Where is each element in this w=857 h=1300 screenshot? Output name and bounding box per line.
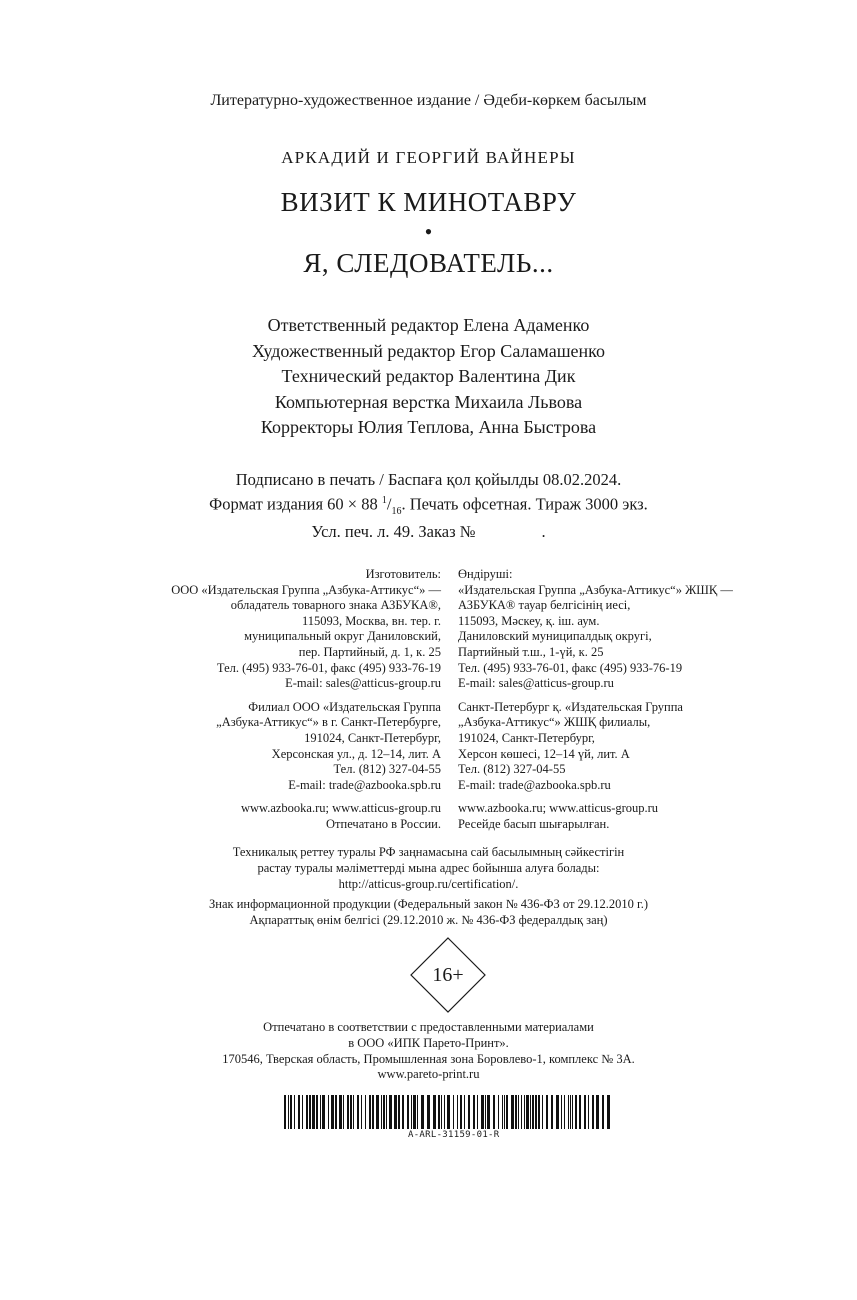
text-line: www.azbooka.ru; www.atticus-group.ru xyxy=(458,801,659,816)
text-line: www.azbooka.ru; www.atticus-group.ru xyxy=(240,801,441,816)
text-line: „Азбука-Аттикус“» ЖШҚ филиалы, xyxy=(458,715,651,730)
certification-note xyxy=(0,845,857,892)
text-line: Ақпараттық өнім белгісі (29.12.2010 ж. № 436-ФЗ федералдық заң) xyxy=(249,912,608,927)
book-title-1: ВИЗИТ К МИНОТАВРУ xyxy=(280,187,577,217)
format-sub: 16 xyxy=(391,505,402,517)
text-line: Херсон көшесі, 12–14 үй, лит. А xyxy=(458,746,630,761)
printer-info xyxy=(0,1020,857,1083)
credit-line: Компьютерная верстка Михаила Львова xyxy=(274,391,583,412)
certification-link: http://atticus-group.ru/certification/. xyxy=(338,876,519,891)
manufacturer-kz-web xyxy=(458,801,733,832)
text-line: Тел. (812) 327-04-55 xyxy=(458,762,566,777)
age-rating-label: 16+ xyxy=(432,964,464,986)
print-info-format xyxy=(0,491,857,522)
text-line: АЗБУКА® тауар белгісінің иесі, xyxy=(458,598,631,613)
text-line: Отпечатано в соответствии с предоставленными материалами xyxy=(263,1020,594,1034)
format-text-tail: . Печать офсетная. Тираж 3000 экз. xyxy=(401,494,648,513)
format-slash: / xyxy=(386,494,392,513)
manufacturer-ru-web xyxy=(171,801,441,832)
text-line: Изготовитель: xyxy=(365,567,441,581)
text-line: 191024, Санкт-Петербург, xyxy=(304,730,441,745)
credits-list xyxy=(0,313,857,441)
credit-line: Ответственный редактор Елена Адаменко xyxy=(267,315,590,335)
text-line: Партийный т.ш., 1-үй, к. 25 xyxy=(458,644,604,659)
text-line: E-mail: trade@azbooka.spb.ru xyxy=(288,777,441,792)
manufacturer-kz-main xyxy=(458,567,733,692)
manufacturer-kz xyxy=(458,567,733,841)
text-line: «Издательская Группа „Азбука-Аттикус“» ЖШҚ — xyxy=(458,582,733,597)
printer-website: www.pareto-print.ru xyxy=(377,1067,480,1082)
credit-line: Художественный редактор Егор Саламашенко xyxy=(251,340,606,361)
text-line: E-mail: sales@atticus-group.ru xyxy=(285,676,441,691)
text-line: муниципальный округ Даниловский, xyxy=(244,629,441,644)
text-line: Техникалық реттеу туралы РФ заңнамасына сай басылымның сәйкестігін xyxy=(232,845,625,859)
text-line: Санкт-Петербург қ. «Издательская Группа xyxy=(458,699,683,714)
print-info-signed: Подписано в печать / Баспаға қол қойылды 08.02.2024. xyxy=(235,470,622,489)
manufacturer-ru-main xyxy=(171,567,441,692)
age-rating-badge xyxy=(409,936,487,1014)
genre-line: Литературно-художественное издание / Әдеби-көркем басылым xyxy=(210,92,647,109)
text-line: E-mail: sales@atticus-group.ru xyxy=(458,676,614,691)
text-line: обладатель товарного знака АЗБУКА®, xyxy=(230,598,441,613)
text-line: Филиал ООО «Издательская Группа xyxy=(248,699,441,714)
book-title-2: Я, СЛЕДОВАТЕЛЬ... xyxy=(303,248,554,278)
text-line: „Азбука-Аттикус“» в г. Санкт-Петербурге, xyxy=(216,715,441,730)
text-line: Тел. (495) 933-76-01, факс (495) 933-76-19 xyxy=(458,660,683,675)
text-line: пер. Партийный, д. 1, к. 25 xyxy=(298,644,441,659)
text-line: в ООО «ИПК Парето-Принт». xyxy=(348,1035,509,1050)
text-line: Херсонская ул., д. 12–14, лит. А xyxy=(271,746,441,761)
barcode-icon xyxy=(284,1095,614,1129)
text-line: 115093, Мәскеу, қ. іш. аум. xyxy=(458,613,600,628)
text-line: Даниловский муниципалдық округі, xyxy=(458,629,652,644)
text-line: Отпечатано в России. xyxy=(326,816,441,831)
credit-line: Технический редактор Валентина Дик xyxy=(281,366,576,386)
text-line: Өндіруші: xyxy=(458,567,513,581)
format-sup: 1 xyxy=(381,494,387,506)
format-text: Формат издания 60 × 88 xyxy=(209,494,382,513)
barcode-code: A-ARL-31159-01-R xyxy=(408,1130,500,1140)
title-separator: • xyxy=(424,219,433,244)
text-line: ООО «Издательская Группа „Азбука-Аттикус“» — xyxy=(171,582,441,597)
manufacturer-ru xyxy=(171,567,441,841)
authors: АРКАДИЙ И ГЕОРГИЙ ВАЙНЕРЫ xyxy=(281,148,576,167)
print-info xyxy=(0,470,857,542)
text-line: 115093, Москва, вн. тер. г. xyxy=(301,613,441,628)
text-line: 170546, Тверская область, Промышленная зона Боровлево-1, комплекс № 3А. xyxy=(222,1051,635,1066)
manufacturer-kz-branch xyxy=(458,700,733,794)
credit-line: Корректоры Юлия Теплова, Анна Быстрова xyxy=(260,417,597,437)
text-line: Тел. (812) 327-04-55 xyxy=(333,762,441,777)
text-line: растау туралы мәліметтерді мына адрес бойынша алуға болады: xyxy=(257,860,600,875)
print-info-order: Усл. печ. л. 49. Заказ № . xyxy=(311,521,546,541)
text-line: Знак информационной продукции (Федеральный закон № 436-ФЗ от 29.12.2010 г.) xyxy=(209,897,648,911)
info-sign-note xyxy=(0,897,857,929)
text-line: E-mail: trade@azbooka.spb.ru xyxy=(458,777,611,792)
text-line: Ресейде басып шығарылған. xyxy=(458,816,610,831)
manufacturer-ru-branch xyxy=(171,700,441,794)
text-line: 191024, Санкт-Петербург, xyxy=(458,730,595,745)
text-line: Тел. (495) 933-76-01, факс (495) 933-76-19 xyxy=(216,660,441,675)
